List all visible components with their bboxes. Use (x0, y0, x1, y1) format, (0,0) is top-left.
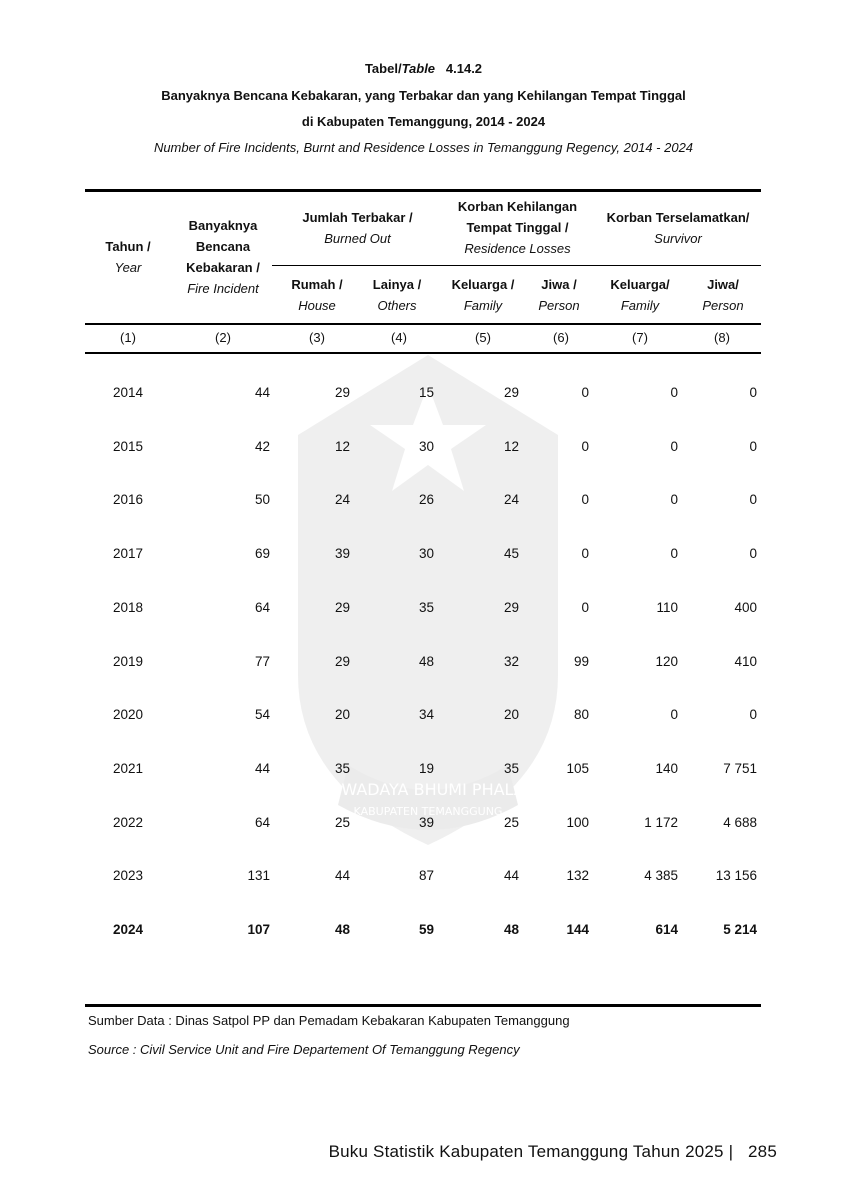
cell-person: 99 (573, 653, 589, 669)
column-number: (2) (215, 330, 231, 345)
cell-survivor-person: 410 (734, 653, 757, 669)
cell-others: 19 (418, 760, 434, 776)
cell-house: 29 (334, 385, 350, 400)
table-row (85, 439, 761, 459)
cell-survivor-family: 1 172 (644, 814, 678, 830)
cell-house: 35 (334, 760, 350, 776)
table-bottom-rule (85, 1004, 761, 1007)
cell-survivor-family: 140 (655, 760, 678, 776)
cell-others: 39 (418, 814, 434, 830)
cell-survivor-family: 0 (670, 492, 678, 508)
cell-survivor-family: 4 385 (644, 868, 678, 884)
cell-year: 2014 (112, 385, 144, 400)
table-row (85, 707, 761, 727)
cell-house: 39 (334, 546, 350, 562)
cell-incident: 77 (254, 653, 270, 669)
watermark-regency: KABUPATEN TEMANGGUNG (353, 805, 503, 818)
cell-year: 2018 (112, 599, 144, 615)
cell-year: 2017 (112, 546, 144, 562)
cell-incident: 50 (254, 492, 270, 508)
table-title-en: Number of Fire Incidents, Burnt and Residence Losses in Temanggung Regency, 2014 - 2024 (153, 140, 694, 155)
cell-survivor-person: 13 156 (715, 868, 757, 884)
cell-year: 2024 (112, 922, 144, 937)
cell-house: 29 (334, 599, 350, 615)
cell-survivor-family: 0 (670, 707, 678, 723)
cell-others: 26 (418, 492, 434, 508)
cell-year: 2023 (112, 868, 144, 884)
column-number: (8) (714, 330, 730, 345)
table-number (0, 61, 847, 76)
cell-family: 44 (503, 868, 519, 884)
cell-incident: 54 (254, 707, 270, 723)
table-label: Tabel/ (364, 61, 402, 76)
cell-house: 29 (334, 653, 350, 669)
cell-year: 2020 (112, 707, 144, 723)
cell-survivor-family: 110 (656, 599, 678, 615)
cell-others: 87 (418, 868, 434, 884)
cell-house: 24 (334, 492, 350, 508)
cell-person: 0 (581, 492, 589, 508)
header-bottom-rule (85, 323, 761, 325)
table-title-id-2: di Kabupaten Temanggung, 2014 - 2024 (301, 114, 546, 129)
table-row (85, 654, 761, 674)
page-footer (329, 1142, 777, 1162)
header-house: Rumah / House (291, 277, 343, 313)
cell-year: 2022 (112, 814, 144, 830)
cell-incident: 64 (254, 599, 270, 615)
cell-family: 24 (503, 492, 519, 508)
column-number: (1) (120, 330, 136, 345)
cell-incident: 44 (254, 760, 270, 776)
cell-survivor-person: 7 751 (723, 760, 757, 776)
table-row (85, 492, 761, 512)
header-losses: Korban Kehilangan Tempat Tinggal / Residence Losses (457, 199, 578, 256)
cell-survivor-family: 614 (655, 922, 678, 937)
cell-survivor-person: 0 (749, 438, 757, 454)
cell-year: 2021 (112, 760, 144, 776)
table-top-rule (85, 189, 761, 192)
table-id: 4.14.2 (445, 61, 483, 76)
cell-survivor-person: 0 (749, 492, 757, 508)
cell-others: 34 (418, 707, 434, 723)
cell-family: 48 (503, 922, 519, 937)
cell-others: 15 (418, 385, 434, 400)
table-row (85, 815, 761, 835)
cell-survivor-family: 0 (670, 385, 678, 400)
cell-survivor-person: 0 (749, 546, 757, 562)
cell-others: 48 (418, 653, 434, 669)
header-year: Tahun / Year (105, 239, 151, 275)
cell-incident: 69 (254, 546, 270, 562)
cell-incident: 44 (254, 385, 270, 400)
cell-survivor-family: 120 (655, 653, 678, 669)
cell-person: 132 (566, 868, 589, 884)
cell-survivor-person: 400 (734, 599, 757, 615)
page-number: 285 (748, 1142, 777, 1161)
cell-family: 29 (503, 599, 519, 615)
cell-survivor-family: 0 (670, 546, 678, 562)
cell-person: 0 (581, 438, 589, 454)
cell-year: 2015 (112, 438, 144, 454)
cell-incident: 107 (247, 922, 270, 937)
table-row (85, 922, 761, 942)
cell-house: 48 (334, 922, 350, 937)
cell-family: 29 (503, 385, 519, 400)
book-title: Buku Statistik Kabupaten Temanggung Tahun 2025 | (328, 1142, 734, 1161)
source-id: Sumber Data : Dinas Satpol PP dan Pemadam Kebakaran Kabupaten Temanggung (88, 1013, 570, 1028)
cell-year: 2019 (112, 653, 144, 669)
cell-survivor-person: 5 214 (723, 922, 757, 937)
table-title-id: Banyaknya Bencana Kebakaran, yang Terbakar dan yang Kehilangan Tempat Tinggal (161, 88, 686, 103)
cell-survivor-person: 0 (749, 707, 757, 723)
column-number-rule (85, 352, 761, 354)
header-survivor: Korban Terselamatkan/ Survivor (606, 210, 750, 246)
cell-family: 45 (503, 546, 519, 562)
cell-house: 44 (334, 868, 350, 884)
cell-survivor-person: 0 (749, 385, 757, 400)
table-row (85, 761, 761, 781)
cell-others: 30 (418, 546, 434, 562)
column-number: (7) (632, 330, 648, 345)
header-survivor-family: Keluarga/ Family (610, 277, 670, 313)
table-row (85, 600, 761, 620)
cell-person: 80 (573, 707, 589, 723)
cell-family: 12 (503, 438, 519, 454)
cell-survivor-family: 0 (670, 438, 678, 454)
header-sub-rule (272, 265, 761, 266)
header-person: Jiwa / Person (538, 277, 580, 313)
header-survivor-person: Jiwa/ Person (702, 277, 744, 313)
header-family: Keluarga / Family (451, 277, 515, 313)
cell-person: 0 (581, 546, 589, 562)
cell-incident: 131 (247, 868, 270, 884)
header-others: Lainya / Others (372, 277, 422, 313)
cell-person: 0 (581, 385, 589, 400)
table-row (85, 385, 761, 405)
cell-survivor-person: 4 688 (723, 814, 757, 830)
cell-family: 20 (503, 707, 519, 723)
cell-others: 30 (418, 438, 434, 454)
source-en: Source : Civil Service Unit and Fire Departement Of Temanggung Regency (88, 1042, 520, 1057)
cell-family: 35 (503, 760, 519, 776)
cell-family: 25 (503, 814, 519, 830)
table-row (85, 868, 761, 888)
cell-others: 35 (418, 599, 434, 615)
header-burned: Jumlah Terbakar / Burned Out (302, 210, 413, 246)
table-label-en: Table (401, 61, 436, 76)
cell-house: 20 (334, 707, 350, 723)
column-number: (4) (391, 330, 407, 345)
cell-person: 105 (566, 760, 589, 776)
cell-house: 25 (334, 814, 350, 830)
header-incident: Banyaknya Bencana Kebakaran / Fire Incident (186, 218, 260, 296)
cell-person: 100 (566, 814, 589, 830)
cell-person: 144 (566, 922, 589, 937)
cell-family: 32 (503, 653, 519, 669)
cell-incident: 64 (254, 814, 270, 830)
table-row (85, 546, 761, 566)
cell-incident: 42 (254, 438, 270, 454)
cell-others: 59 (418, 922, 434, 937)
cell-person: 0 (581, 599, 589, 615)
watermark-motto: SWADAYA BHUMI PHALA (331, 780, 525, 799)
cell-house: 12 (334, 438, 350, 454)
column-number: (5) (475, 330, 491, 345)
cell-year: 2016 (112, 492, 144, 508)
column-number: (3) (309, 330, 325, 345)
column-number: (6) (553, 330, 569, 345)
